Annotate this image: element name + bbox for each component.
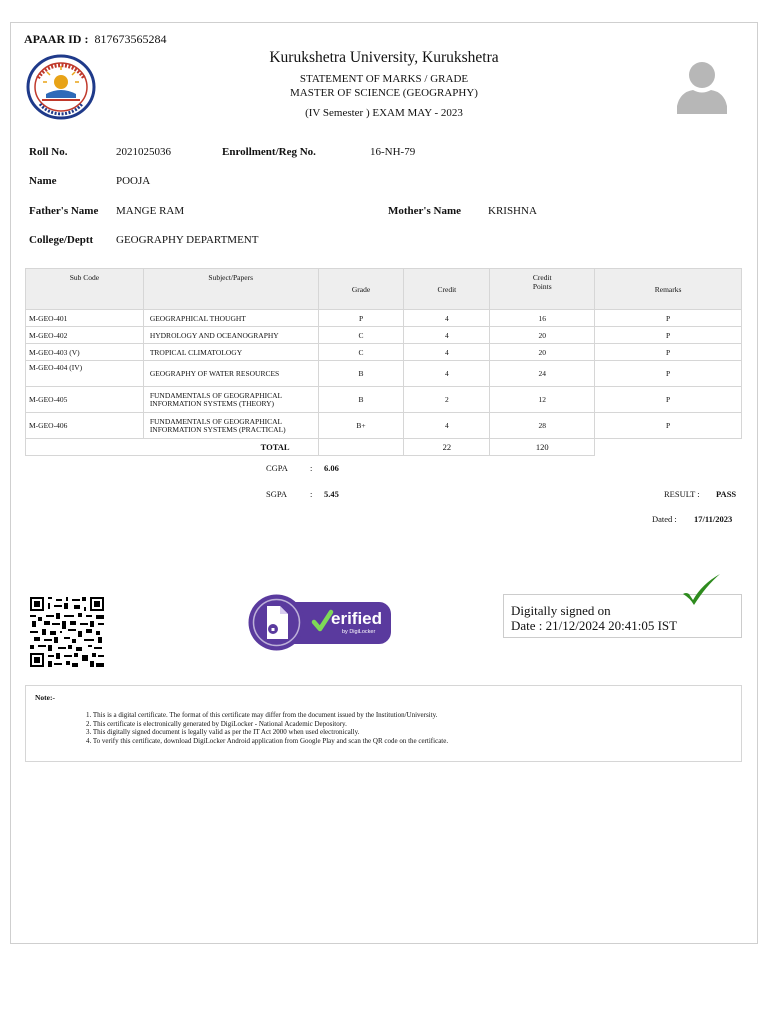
header-grade: Grade (318, 269, 404, 310)
cell-code: M-GEO-403 (V) (26, 344, 144, 361)
note-item: 1. This is a digital certificate. The format of this certificate may differ from the document issued by the Institution/University. (86, 711, 438, 719)
cgpa-label: CGPA (266, 463, 288, 473)
apaar-label: APAAR ID : (24, 32, 89, 46)
cell-credit: 2 (404, 387, 490, 413)
note-item: 3. This digitally signed document is legally valid as per the IT Act 2000 when used electronically. (86, 728, 360, 736)
roll-value: 2021025036 (116, 146, 171, 158)
cell-grade: B+ (318, 413, 404, 439)
total-label: TOTAL (26, 439, 319, 456)
cgpa-colon: : (310, 463, 313, 473)
cell-code: M-GEO-406 (26, 413, 144, 439)
cell-code: M-GEO-404 (IV) (26, 361, 144, 387)
header-credit-points-text: Credit Points (532, 273, 552, 291)
apaar-value: 817673565284 (94, 32, 167, 46)
exam-session: (IV Semester ) EXAM MAY - 2023 (305, 107, 463, 119)
total-remarks-empty (595, 439, 742, 456)
sgpa-label: SGPA (266, 489, 287, 499)
table-row (26, 387, 742, 413)
cell-grade: C (318, 327, 404, 344)
cell-credit: 4 (404, 344, 490, 361)
green-check-icon (680, 572, 722, 606)
cell-code: M-GEO-405 (26, 387, 144, 413)
enrollment-label: Enrollment/Reg No. (222, 146, 316, 158)
notes-title: Note:- (35, 693, 55, 702)
sgpa-colon: : (310, 489, 313, 499)
marks-table (25, 268, 742, 456)
cell-credit: 4 (404, 310, 490, 327)
cell-points: 12 (490, 387, 595, 413)
verified-text: erified (331, 609, 383, 628)
table-total-row (26, 439, 742, 456)
cell-points: 24 (490, 361, 595, 387)
statement-heading (200, 73, 568, 100)
cell-credit: 4 (404, 413, 490, 439)
qr-code-icon (30, 597, 104, 667)
verified-subtext: by DigiLocker (342, 629, 376, 635)
cell-remarks: P (595, 327, 742, 344)
cell-subject: FUNDAMENTALS OF GEOGRAPHICAL INFORMATION SYSTEMS (THEORY) (143, 387, 318, 413)
cell-remarks: P (595, 413, 742, 439)
note-item: 4. To verify this certificate, download DigiLocker Android application from Google Play and scan the QR code on the certificate. (86, 736, 449, 745)
roll-label: Roll No. (29, 146, 68, 158)
cell-code: M-GEO-402 (26, 327, 144, 344)
digilocker-verified-icon (248, 594, 392, 651)
cell-grade: B (318, 387, 404, 413)
cell-code: M-GEO-401 (26, 310, 144, 327)
cell-subject: TROPICAL CLIMATOLOGY (143, 344, 318, 361)
statement-title: STATEMENT OF MARKS / GRADE (299, 73, 469, 85)
cell-subject: HYDROLOGY AND OCEANOGRAPHY (143, 327, 318, 344)
mother-value: KRISHNA (488, 205, 537, 217)
cell-remarks: P (595, 344, 742, 361)
cell-points: 20 (490, 344, 595, 361)
cell-grade: P (318, 310, 404, 327)
cell-points: 16 (490, 310, 595, 327)
cgpa-value: 6.06 (324, 463, 339, 473)
university-name: Kurukshetra University, Kurukshetra (269, 49, 499, 66)
header-sub-code: Sub Code (26, 269, 144, 310)
program-name: MASTER OF SCIENCE (GEOGRAPHY) (290, 86, 478, 99)
header-credit: Credit (404, 269, 490, 310)
dated-value: 17/11/2023 (694, 514, 733, 524)
dated-label: Dated : (652, 514, 677, 524)
name-value: POOJA (116, 175, 151, 187)
cell-credit: 4 (404, 361, 490, 387)
cell-credit: 4 (404, 327, 490, 344)
user-placeholder-icon (677, 58, 727, 114)
header-subject: Subject/Papers (143, 269, 318, 310)
total-points: 120 (490, 439, 595, 456)
college-label: College/Deptt (29, 234, 94, 246)
table-header-row (26, 269, 742, 310)
signature-line-1: Digitally signed on (511, 603, 611, 618)
cell-points: 20 (490, 327, 595, 344)
cell-subject: GEOGRAPHICAL THOUGHT (143, 310, 318, 327)
enrollment-value: 16-NH-79 (370, 146, 416, 158)
father-value: MANGE RAM (116, 205, 185, 217)
apaar-id (24, 32, 166, 47)
cell-remarks: P (595, 361, 742, 387)
table-row (26, 327, 742, 344)
table-row (26, 361, 742, 387)
table-row (26, 413, 742, 439)
certificate-page (10, 22, 758, 944)
cell-remarks: P (595, 387, 742, 413)
table-row (26, 344, 742, 361)
note-item: 2. This certificate is electronically generated by DigiLocker - National Academic Depository. (86, 719, 347, 728)
signature-line-2: Date : 21/12/2024 20:41:05 IST (511, 618, 678, 633)
cell-grade: C (318, 344, 404, 361)
name-label: Name (29, 175, 57, 187)
header-remarks: Remarks (595, 269, 742, 310)
mother-label: Mother's Name (388, 205, 462, 217)
father-label: Father's Name (29, 205, 99, 217)
table-row (26, 310, 742, 327)
header-credit-points (490, 269, 595, 310)
cell-subject: FUNDAMENTALS OF GEOGRAPHICAL INFORMATION SYSTEMS (PRACTICAL) (143, 413, 318, 439)
result-value: PASS (716, 489, 737, 499)
result-label: RESULT : (664, 489, 700, 499)
notes-section (25, 685, 742, 762)
total-credit: 22 (404, 439, 490, 456)
cell-grade: B (318, 361, 404, 387)
university-seal-icon (26, 54, 96, 120)
total-grade-empty (318, 439, 404, 456)
cell-subject: GEOGRAPHY OF WATER RESOURCES (143, 361, 318, 387)
college-value: GEOGRAPHY DEPARTMENT (116, 234, 259, 246)
notes-list (86, 711, 448, 745)
cell-points: 28 (490, 413, 595, 439)
cell-remarks: P (595, 310, 742, 327)
sgpa-value: 5.45 (324, 489, 339, 499)
